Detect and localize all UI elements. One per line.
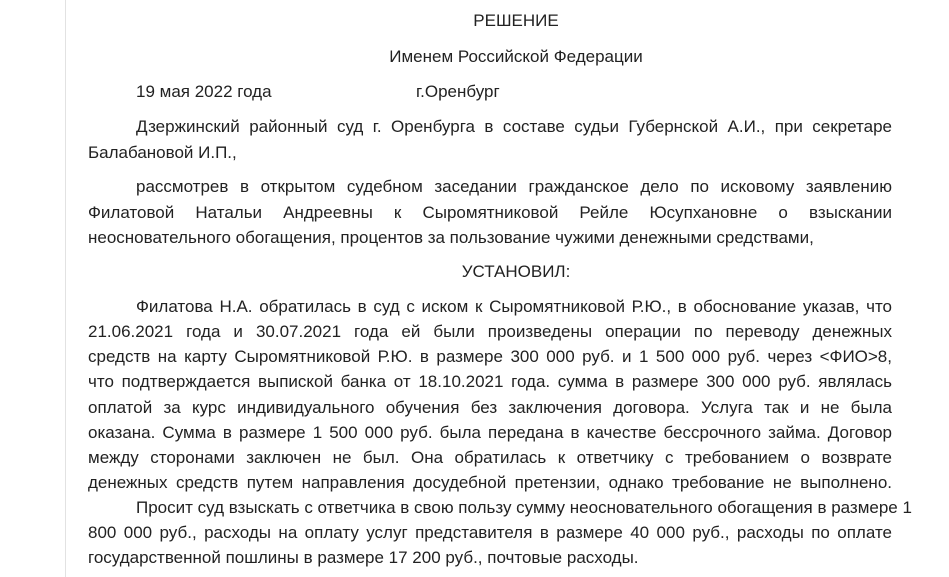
- document-title: РЕШЕНИЕ: [473, 11, 559, 30]
- page-left-border: [65, 0, 66, 577]
- court-line: Дзержинский районный суд г. Оренбурга в составе судьи Губернской А.И., при секретаре: [136, 117, 892, 136]
- body-line: между сторонами заключен не был. Она обратилась к ответчику с требованием о возврате: [88, 448, 892, 467]
- consideration-line: Филатовой Натальи Андреевны к Сыромятниковой Рейле Юсупхановне о взыскании: [88, 203, 892, 222]
- court-line: Балабановой И.П.,: [88, 143, 237, 162]
- body-line: 800 000 руб., расходы на оплату услуг представителя в размере 40 000 руб., расходы по оплате: [88, 523, 892, 542]
- body-line: 21.06.2021 года и 30.07.2021 года ей были произведены операции по переводу денежных: [88, 322, 892, 341]
- body-line: Филатова Н.А. обратилась в суд с иском к Сыромятниковой Р.Ю., в обоснование указав, что: [136, 297, 892, 316]
- consideration-line: рассмотрев в открытом судебном заседании гражданское дело по исковому заявлению: [136, 177, 892, 196]
- consideration-line: неосновательного обогащения, процентов за пользование чужими денежными средствами,: [88, 228, 814, 247]
- body-line: государственной пошлины в размере 17 200 руб., почтовые расходы.: [88, 548, 639, 567]
- decision-city: г.Оренбург: [416, 82, 500, 101]
- established-heading: УСТАНОВИЛ:: [461, 262, 571, 281]
- body-line: что подтверждается выпиской банка от 18.10.2021 года. сумма в размере 300 000 руб. являлась: [88, 372, 892, 391]
- body-line: средств на карту Сыромятниковой Р.Ю. в размере 300 000 руб. и 1 500 000 руб. через <ФИО>8,: [88, 347, 892, 366]
- document-subtitle: Именем Российской Федерации: [389, 47, 643, 66]
- body-line: оплатой за курс индивидуального обучения без заключения договора. Услуга так и не была: [88, 398, 892, 417]
- decision-date: 19 мая 2022 года: [136, 82, 272, 101]
- body-line: Просит суд взыскать с ответчика в свою пользу сумму неосновательного обогащения в размере 1: [136, 498, 912, 517]
- body-line: денежных средств путем направления досудебной претензии, однако требование не выполнено.: [88, 473, 892, 492]
- body-line: оказана. Сумма в размере 1 500 000 руб. была передана в качестве бессрочного займа. Договор: [88, 423, 892, 442]
